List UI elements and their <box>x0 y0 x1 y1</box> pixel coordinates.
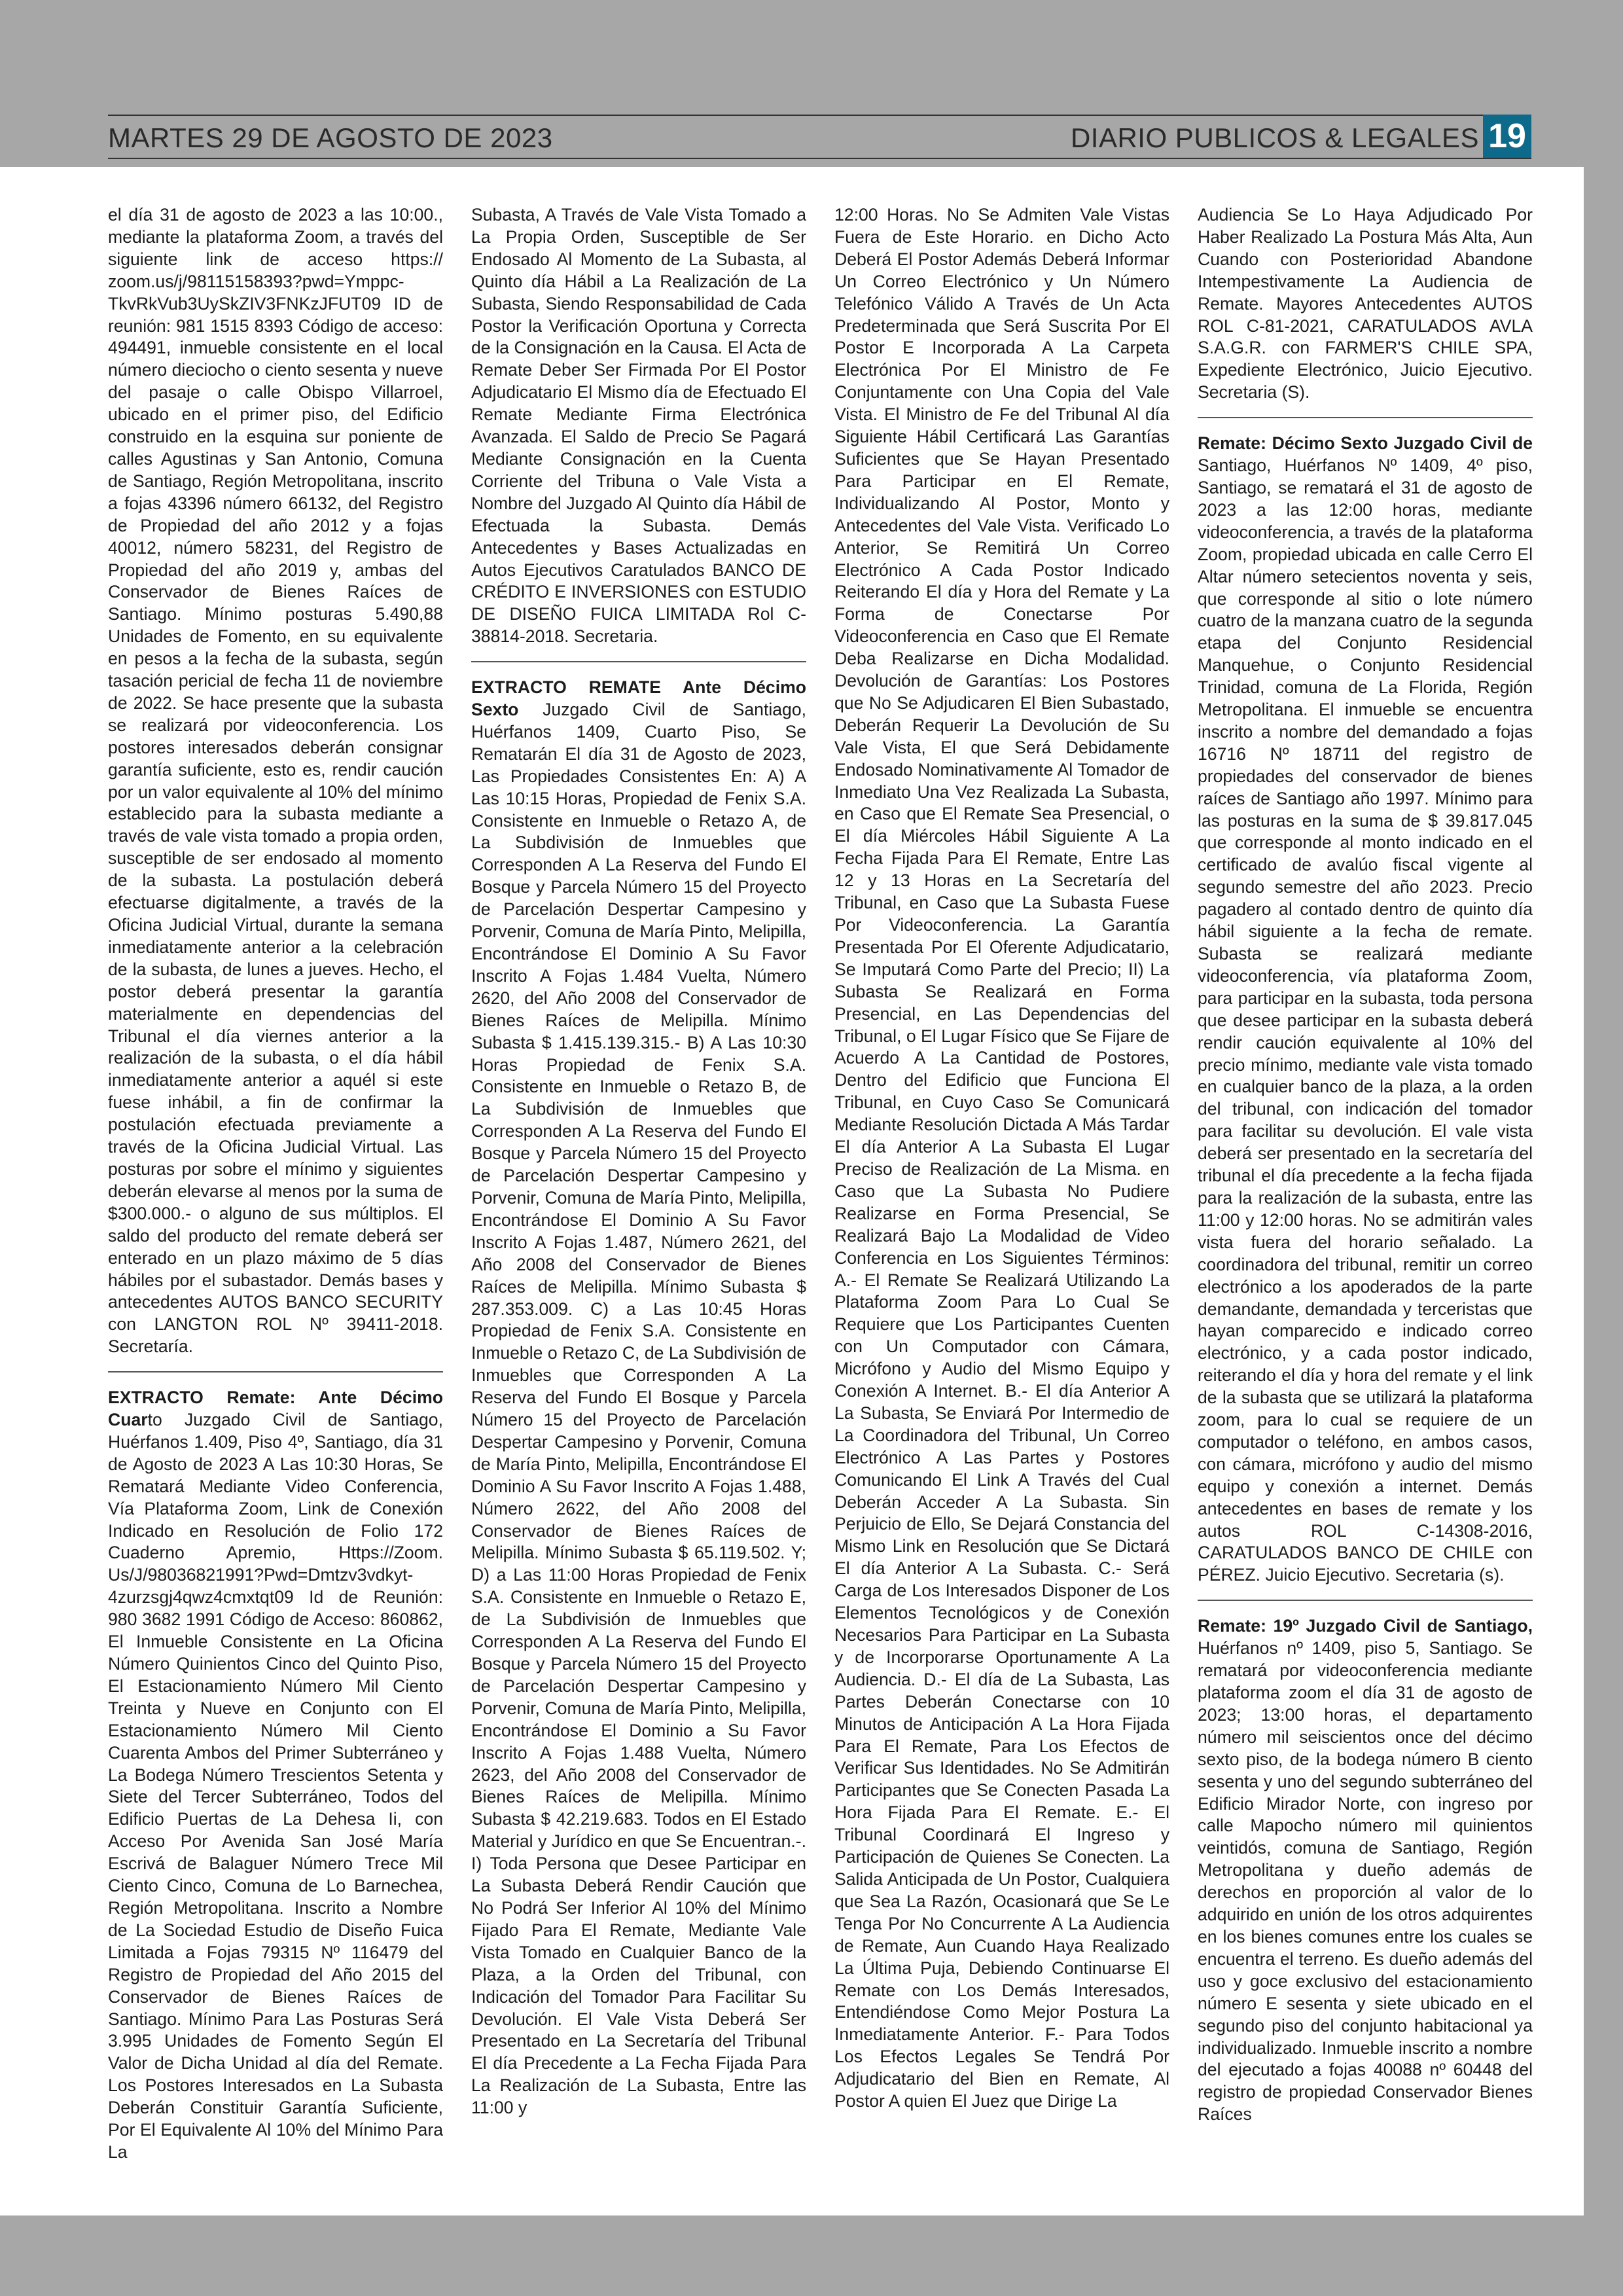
notice-divider <box>1198 417 1533 418</box>
notice-paragraph <box>108 1387 443 2164</box>
page-number-badge: 19 <box>1483 115 1531 158</box>
column-2 <box>471 204 806 2181</box>
notice-paragraph: Audiencia Se Lo Haya Adjudicado Por Haber Realizado La Postura Más Alta, Aun Cuando con Posterioridad Abandone Intempestivamente La Audiencia de Remate. Mayores Antecedentes AUTOS ROL C-81-2021, CARATULADOS AVLA S.A.G.R. con FARMER'S CHILE SPA, Expediente Electrónico, Juicio Ejecutivo. Secretaria (S). <box>1198 205 1533 403</box>
notice-body: Juzgado Civil de Santiago, Huérfanos 1409, Cuarto Piso, Se Rematarán El día 31 de Agosto de 2023, Las Propiedades Consistentes En: A) A Las 10:15 Horas, Propiedad de Fenix S.A. Consistente en Inmueble o Retazo A, de La Subdivisión de Inmuebles que Corresponden A La Reserva del Fundo El Bosque y Parcela Número 15 del Proyecto de Parcelación Despertar Campesino y Porvenir, Comuna de María Pinto, Melipilla, Encontrándose El Dominio A Su Favor Inscrito A Fojas 1.484 Vuelta, Número 2620, del Año 2008 del Conservador de Bienes Raíces de Melipilla. Mínimo Subasta $ 1.415.139.315.- B) A Las 10:30 Horas Propiedad de Fenix S.A. Consistente en Inmueble o Retazo B, de La Subdivisión de Inmuebles que Corresponden A La Reserva del Fundo El Bosque y Parcela Número 15 del Proyecto de Parcelación Despertar Campesino y Porvenir, Comuna de María Pinto, Melipilla, Encontrándose El Dominio A Su Favor Inscrito A Fojas 1.487, Número 2621, del Año 2008 del Conservador de Bienes Raíces de Melipilla. Mínimo Subasta $ 287.353.009. C) a Las 10:45 Horas Propiedad de Fenix S.A. Consistente en Inmueble o Retazo C, de La Subdivisión de Inmuebles que Corresponden A La Reserva del Fundo El Bosque y Parcela Número 15 del Proyecto de Parcelación Despertar Campesino y Porvenir, Comuna de María Pinto, Melipilla, Encontrándose El Dominio A Su Favor Inscrito A Fojas 1.488, Número 2622, del Año 2008 del Conservador de Bienes Raíces de Melipilla. Mínimo Subasta $ 65.119.502. Y; D) a Las 11:00 Horas Propiedad de Fenix S.A. Consistente en Inmueble o Retazo E, de La Subdivisión de Inmuebles que Corresponden A La Reserva del Fundo El Bosque y Parcela Número 15 del Proyecto de Parcelación Despertar Campesino y Porvenir, Comuna de María Pinto, Melipilla, Encontrándose El Dominio a Su Favor Inscrito A Fojas 1.488 Vuelta, Número 2623, del Año 2008 del Conservador de Bienes Raíces de Melipilla. Mínimo Subasta $ 42.219.683. Todos en El Estado Material y Jurídico en que Se Encuentran.-. I) Toda Persona que Desee Participar en La Subasta Deberá Rendir Caución que No Podrá Ser Inferior Al 10% del Mínimo Fijado Para El Remate, Mediante Vale Vista Tomado en Cualquier Banco de la Plaza, a la Orden del Tribunal, con Indicación del Tomador Para Facilitar Su Devolución. El Vale Vista Deberá Ser Presentado en La Secretaría del Tribunal El día Precedente a La Fecha Fijada Para La Realización de La Subasta, Entre las 11:00 y <box>471 700 806 2118</box>
notice-heading: EXTRACTO REMATE Ante Décimo Sexto <box>471 677 806 720</box>
notice-body: Santiago, Huérfanos Nº 1409, 4º piso, Santiago, se rematará el 31 de agosto de 2023 a las 12:00 horas, mediante videoconferencia, a través de la plataforma Zoom, propiedad ubicada en calle Cerro El Altar número setecientos noventa y seis, que corresponde al sitio o lote número cuatro de la manzana cuatro de la segunda etapa del Conjunto Residencial Manquehue, o Conjunto Residencial Trinidad, comuna de La Florida, Región Metropolitana. El inmueble se encuentra inscrito a nombre del demandado a fojas 16716 Nº 18711 del registro de propiedades del conservador de bienes raíces de Santiago año 1997. Mínimo para las posturas en la suma de $ 39.817.045 que corresponde al monto indicado en el certificado de avalúo fiscal vigente al segundo semestre del año 2023. Precio pagadero al contado dentro de quinto día hábil siguiente a la fecha de remate. Subasta se realizará mediante videoconferencia, vía plataforma Zoom, para participar en la subasta, toda persona que desee participar en la subasta deberá rendir caución equivalente al 10% del precio mínimo, mediante vale vista tomado en cualquier banco de la plaza, a la orden del tribunal, con indicación del tomador para facilitar su devolución. El vale vista deberá ser presentado en la secretaría del tribunal el día precedente a la fecha fijada para la realización de la subasta, entre las 11:00 y 12:00 horas. No se admitirán vales vista fuera del horario señalado. La coordinadora del tribunal, remitir un correo electrónico a los apoderados de la parte demandante, demandada y terceristas que hayan comparecido e indicado correo electrónico, y a cada postor indicado, reiterando el día y hora del remate y el link de la subasta que se utilizará la plataforma zoom, para lo cual se requiere de un computador o teléfono, en ambos casos, con cámara, micrófono y audio del mismo equipo y conexión a internet. Demás antecedentes en bases de remate y los autos ROL C-14308-2016, CARATULADOS BANCO DE CHILE con PÉREZ. Juicio Ejecutivo. Secretaria (s). <box>1198 456 1533 1585</box>
column-4 <box>1198 204 1533 2181</box>
header-publication: DIARIO PUBLICOS & LEGALES <box>1070 122 1479 153</box>
notice-paragraph <box>1198 1615 1533 2126</box>
notice-paragraph: el día 31 de agosto de 2023 a las 10:00., mediante la plataforma Zoom, a través del siguiente link de acceso https:// zoom.us/j/98115158393?pwd=Ymppc-TkvRkVub3UySkZIV3FNKzJFUT09 ID de reunión: 981 1515 8393 Código de acceso: 494491, inmueble consistente en el local número dieciocho o ciento sesenta y nueve del pasaje o calle Obispo Villarroel, ubicado en el primer piso, del Edificio construido en la esquina sur poniente de calles Agustinas y San Antonio, Comuna de Santiago, Región Metropolitana, inscrito a fojas 43396 número 66132, del Registro de Propiedad del año 2012 y a fojas 40012, número 58231, del Registro de Propiedad del año 2019 y, ambas del Conservador de Bienes Raíces de Santiago. Mínimo posturas 5.490,88 Unidades de Fomento, en su equivalente en pesos a la fecha de la subasta, según tasación pericial de fecha 11 de noviembre de 2022. Se hace presente que la subasta se realizará por videoconferencia. Los postores interesados deberán consignar garantía suficiente, esto es, rendir caución por un valor equivalente al 10% del mínimo establecido para la subasta mediante a través de vale vista tomado a propia orden, susceptible de ser endosado al momento de la subasta. La postulación deberá efectuarse digitalmente, a través de la Oficina Judicial Virtual, durante la semana inmediatamente anterior a la celebración de la subasta, de lunes a jueves. Hecho, el postor deberá presentar la garantía materialmente en dependencias del Tribunal el día viernes anterior a la realización de la subasta, o el día hábil inmediatamente anterior a aquél si este fuese inhábil, a fin de confirmar la postulación efectuada previamente a través de la Oficina Judicial Virtual. Las posturas por sobre el mínimo y siguientes deberán elevarse al menos por la suma de $300.000.- o alguno de sus múltiplos. El saldo del producto del remate deberá ser enterado en un plazo máximo de 5 días hábiles por el subastador. Demás bases y antecedentes AUTOS BANCO SECURITY con LANGTON ROL Nº 39411-2018. Secretaría. <box>108 205 443 1357</box>
notice-paragraph <box>471 677 806 2119</box>
notice-heading: Remate: 19º Juzgado Civil de Santiago, <box>1198 1616 1533 1636</box>
notice-body: Huérfanos nº 1409, piso 5, Santiago. Se rematará por videoconferencia mediante plataforma zoom el día 31 de agosto de 2023; 13:00 horas, el departamento número mil seiscientos once del décimo sexto piso, de la bodega número B ciento sesenta y uno del segundo subterráneo del Edificio Mirador Norte, con ingreso por calle Mapocho número mil quinientos veintidós, comuna de Santiago, Región Metropolitana y dueño además de derechos en proporción al valor de lo adquirido en unión de los otros adquirentes en los bienes comunes entre los cuales se encuentra el terreno. Es dueño además del uso y goce exclusivo del estacionamiento número E sesenta y siete ubicado en el segundo piso del conjunto habitacional ya individualizado. Inmueble inscrito a nombre del ejecutado a fojas 40088 nº 60448 del registro de propiedad Conservador Bienes Raíces <box>1198 1638 1533 2125</box>
column-3 <box>834 204 1169 2181</box>
notice-divider <box>471 661 806 662</box>
notice-divider <box>1198 1600 1533 1601</box>
notice-paragraph: 12:00 Horas. No Se Admiten Vale Vistas Fuera de Este Horario. en Dicho Acto Deberá El Postor Además Deberá Informar Un Correo Electrónico y Un Número Telefónico Válido A Través de Un Acta Predeterminada que Será Suscrita Por El Postor E Incorporada A La Carpeta Electrónica Por El Ministro de Fe Conjuntamente con Una Copia del Vale Vista. El Ministro de Fe del Tribunal Al día Siguiente Hábil Certificará Las Garantías Suficientes que Se Hayan Presentado Para Participar en El Remate, Individualizando Al Postor, Monto y Antecedentes del Vale Vista. Verificado Lo Anterior, Se Remitirá Un Correo Electrónico A Cada Postor Indicado Reiterando El día y Hora del Remate y La Forma de Conectarse Por Videoconferencia en Caso que El Remate Deba Realizarse en Dicha Modalidad. Devolución de Garantías: Los Postores que No Se Adjudicaren El Bien Subastado, Deberán Requerir La Devolución de Su Vale Vista, El que Será Debidamente Endosado Nominativamente Al Tomador de Inmediato Una Vez Realizada La Subasta, en Caso que El Remate Sea Presencial, o El día Miércoles Hábil Siguiente A La Fecha Fijada Para El Remate, Entre Las 12 y 13 Horas en La Secretaría del Tribunal, en Caso que La Subasta Fuese Por Videoconferencia. La Garantía Presentada Por El Oferente Adjudicatario, Se Imputará Como Parte del Precio; II) La Subasta Se Realizará en Forma Presencial, en Las Dependencias del Tribunal, o El Lugar Físico que Se Fijare de Acuerdo A La Cantidad de Postores, Dentro del Edificio que Funciona El Tribunal, en Cuyo Caso Se Comunicará Mediante Resolución Dictada A Más Tardar El día Anterior A La Subasta El Lugar Preciso de Realización de La Misma. en Caso que La Subasta No Pudiere Realizarse en Forma Presencial, Se Realizará Bajo La Modalidad de Video Conferencia en Los Siguientes Términos: A.- El Remate Se Realizará Utilizando La Plataforma Zoom Para Lo Cual Se Requiere que Los Participantes Cuenten con Un Computador con Cámara, Micrófono y Audio del Mismo Equipo y Conexión A Internet. B.- El día Anterior A La Subasta, Se Enviará Por Intermedio de La Coordinadora del Tribunal, Un Correo Electrónico A Las Partes y Postores Comunicando El Link A Través del Cual Deberán Acceder A La Subasta. Sin Perjuicio de Ello, Se Dejará Constancia del Mismo Link en Resolución que Se Dictará El día Anterior A La Subasta. C.- Será Carga de Los Interesados Disponer de Los Elementos Tecnológicos y de Conexión Necesarios Para Participar en La Subasta y de Incorporarse Oportunamente A La Audiencia. D.- El día de La Subasta, Las Partes Deberán Conectarse con 10 Minutos de Anticipación A La Hora Fijada Para El Remate, Para Los Efectos de Verificar Sus Identidades. No Se Admitirán Participantes que Se Conecten Pasada La Hora Fijada Para El Remate. E.- El Tribunal Coordinará El Ingreso y Participación de Quienes Se Conecten. La Salida Anticipada de Un Postor, Cualquiera que Sea La Razón, Ocasionará que Se Le Tenga Por No Concurrente A La Audiencia de Remate, Aun Cuando Haya Realizado La Última Puja, Debiendo Continuarse El Remate con Los Demás Interesados, Entendiéndose Como Mejor Postura La Inmediatamente Anterior. F.- Para Todos Los Efectos Legales Se Tendrá Por Adjudicatario del Bien en Remate, Al Postor A quien El Juez que Dirige La <box>834 205 1169 2111</box>
notice-body: to Juzgado Civil de Santiago, Huérfanos 1.409, Piso 4º, Santiago, día 31 de Agosto de 2023 A Las 10:30 Horas, Se Rematará Mediante Video Conferencia, Vía Plataforma Zoom, Link de Conexión Indicado en Resolución de Folio 172 Cuaderno Apremio, Https://Zoom. Us/J/98036821991?Pwd=Dmtzv3vdkyt-4zurzsgj4qwz4cmxtqt09 Id de Reunión: 980 3682 1991 Código de Acceso: 860862, El Inmueble Consistente en La Oficina Número Quinientos Cinco del Quinto Piso, El Estacionamiento Número Mil Ciento Treinta y Nueve en Conjunto con El Estacionamiento Número Mil Ciento Cuarenta Ambos del Primer Subterráneo y La Bodega Número Trescientos Setenta y Siete del Tercer Subterráneo, Todos del Edificio Puertas de La Dehesa Ii, con Acceso Por Avenida San José María Escrivá de Balaguer Número Trece Mil Ciento Cinco, Comuna de Lo Barnechea, Región Metropolitana. Inscrito a Nombre de La Sociedad Estudio de Diseño Fuica Limitada a Fojas 79315 Nº 116479 del Registro de Propiedad del Año 2015 del Conservador de Bienes Raíces de Santiago. Mínimo Para Las Posturas Será 3.995 Unidades de Fomento Según El Valor de Dicha Unidad al día del Remate. Los Postores Interesados en La Subasta Deberán Constituir Garantía Suficiente, Por El Equivalente Al 10% del Mínimo Para La <box>108 1410 443 2162</box>
notice-divider <box>108 1371 443 1372</box>
notice-paragraph <box>1198 433 1533 1587</box>
header-date: MARTES 29 DE AGOSTO DE 2023 <box>108 122 553 153</box>
column-1 <box>108 204 443 2181</box>
notice-heading: EXTRACTO Remate: Ante Décimo Cuar <box>108 1388 443 1430</box>
page-header <box>108 115 1531 159</box>
notice-heading: Remate: Décimo Sexto Juzgado Civil de <box>1198 433 1533 454</box>
notice-paragraph: Subasta, A Través de Vale Vista Tomado a La Propia Orden, Susceptible de Ser Endosado Al Momento de La Subasta, al Quinto día Hábil a La Realización de La Subasta, Siendo Responsabilidad de Cada Postor la Verificación Oportuna y Correcta de la Consignación en la Causa. El Acta de Remate Deber Ser Firmada Por El Postor Adjudicatario El Mismo día de Efectuado El Remate Mediante Firma Electrónica Avanzada. El Saldo de Precio Se Pagará Mediante Consignación en la Cuenta Corriente del Tribuna o Vale Vista a Nombre del Juzgado Al Quinto día Hábil de Efectuada la Subasta. Demás Antecedentes y Bases Actualizadas en Autos Ejecutivos Caratulados BANCO DE CRÉDITO E INVERSIONES con ESTUDIO DE DISEÑO FUICA LIMITADA Rol C-38814-2018. Secretaria. <box>471 205 806 647</box>
